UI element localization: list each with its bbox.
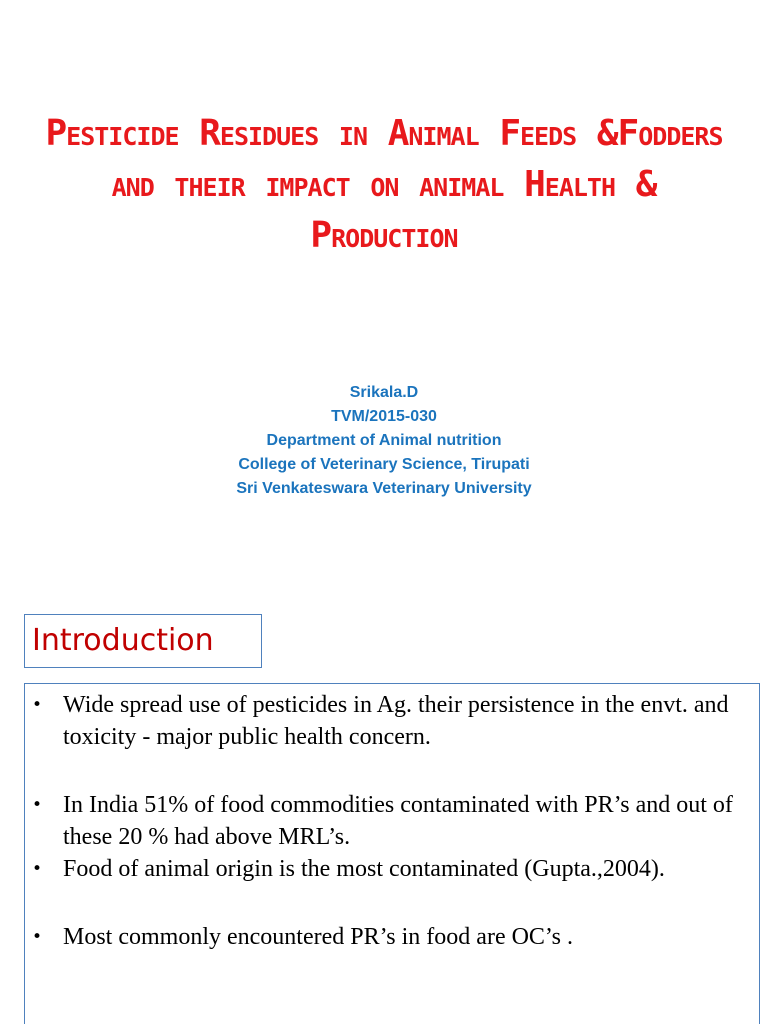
bullet-icon: • — [32, 795, 43, 815]
list-item — [31, 853, 747, 885]
bullet-icon: • — [32, 859, 43, 879]
slide-title: Pesticide Residues in Animal Feeds &Fodders and their impact on animal Health & Production — [45, 113, 723, 256]
bullet-text: Most commonly encountered PR’s in food are OC’s . — [63, 924, 573, 950]
bullet-list — [31, 689, 747, 953]
list-item — [31, 789, 747, 853]
bullet-text: Food of animal origin is the most contaminated (Gupta.,2004). — [63, 856, 665, 882]
bullet-text: In India 51% of food commodities contaminated with PR’s and out of these 20 % had above MRL’s. — [63, 792, 733, 850]
bullet-icon: • — [32, 927, 43, 947]
author-block — [84, 381, 684, 501]
list-item — [31, 689, 747, 753]
author-college: College of Veterinary Science, Tirupati — [238, 456, 530, 473]
list-item — [31, 921, 747, 953]
content-box — [24, 683, 760, 1024]
bullet-icon: • — [32, 695, 43, 715]
author-name: Srikala.D — [349, 384, 419, 401]
bullet-text: Wide spread use of pesticides in Ag. their persistence in the envt. and toxicity - major public health concern. — [63, 692, 729, 750]
author-department: Department of Animal nutrition — [266, 432, 502, 449]
author-id: TVM/2015-030 — [331, 408, 437, 425]
section-heading: Introduction — [24, 614, 262, 668]
author-university: Sri Venkateswara Veterinary University — [236, 480, 532, 497]
